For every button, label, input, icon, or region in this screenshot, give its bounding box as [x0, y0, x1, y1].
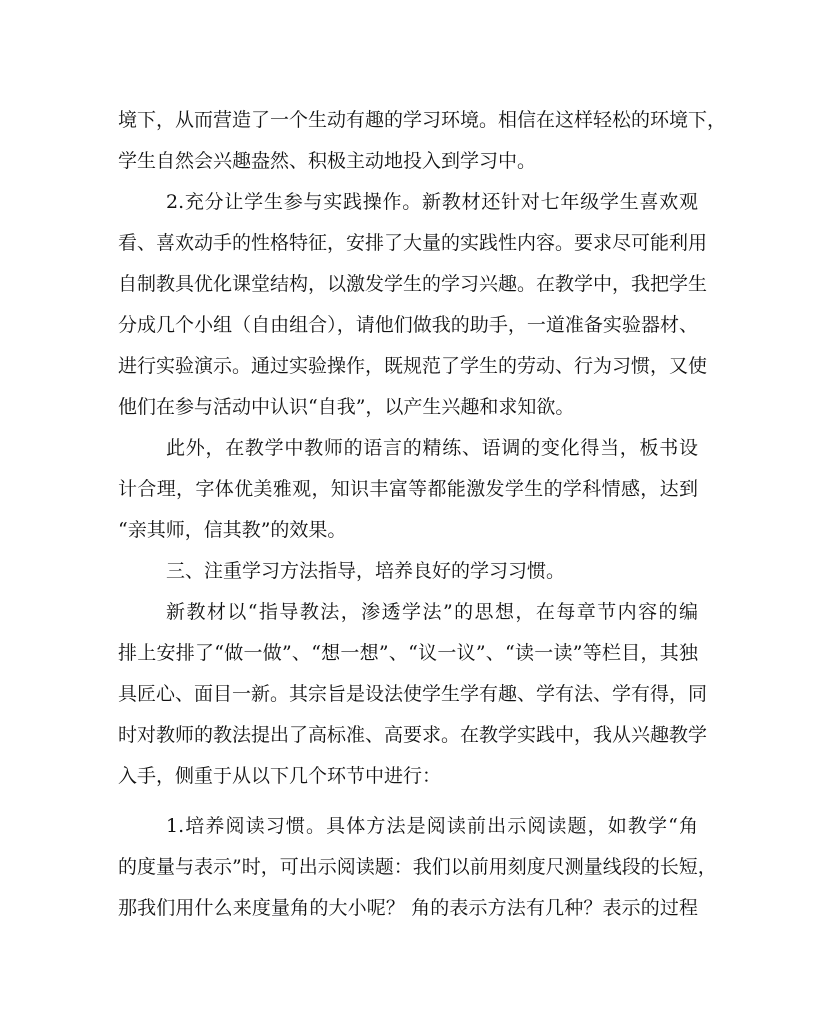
text-line: 2.充分让学生参与实践操作。新教材还针对七年级学生喜欢观: [166, 191, 698, 213]
text-line: 他们在参与活动中认识“自我”，以产生兴趣和求知欲。: [118, 396, 575, 418]
text-line: 1.培养阅读习惯。具体方法是阅读前出示阅读题，如教学“角: [166, 815, 698, 837]
section-heading: 三、注重学习方法指导，培养良好的学习习惯。: [166, 560, 566, 582]
text-line: 时对教师的教法提出了高标准、高要求。在教学实践中，我从兴趣教学: [118, 724, 708, 746]
text-line: 学生自然会兴趣盎然、积极主动地投入到学习中。: [118, 150, 537, 172]
text-line: 看、喜欢动手的性格特征，安排了大量的实践性内容。要求尽可能利用: [118, 232, 708, 254]
text-line: 入手，侧重于从以下几个环节中进行：: [118, 765, 442, 787]
text-line: 的度量与表示”时，可出示阅读题：我们以前用刻度尺测量线段的长短，: [118, 856, 717, 878]
text-line: 新教材以“指导教法，渗透学法”的思想，在每章节内容的编: [166, 601, 698, 623]
text-line: 排上安排了“做一做”、“想一想”、“议一议”、“读一读”等栏目，其独: [118, 642, 698, 664]
text-line: 境下，从而营造了一个生动有趣的学习环境。相信在这样轻松的环境下，: [118, 109, 727, 131]
text-line: 计合理，字体优美雅观，知识丰富等都能激发学生的学科情感，达到: [118, 478, 698, 500]
text-line: 自制教具优化课堂结构，以激发学生的学习兴趣。在教学中，我把学生: [118, 273, 708, 295]
text-line: 此外，在教学中教师的语言的精练、语调的变化得当，板书设: [166, 437, 698, 459]
text-line: 具匠心、面目一新。其宗旨是设法使学生学有趣、学有法、学有得，同: [118, 683, 708, 705]
text-line: “亲其师，信其教”的效果。: [118, 519, 347, 541]
text-line: 那我们用什么来度量角的大小呢？ 角的表示方法有几种？表示的过程: [118, 897, 698, 919]
text-line: 进行实验演示。通过实验操作，既规范了学生的劳动、行为习惯，又使: [118, 355, 708, 377]
text-line: 分成几个小组（自由组合），请他们做我的助手，一道准备实验器材、: [118, 314, 698, 336]
